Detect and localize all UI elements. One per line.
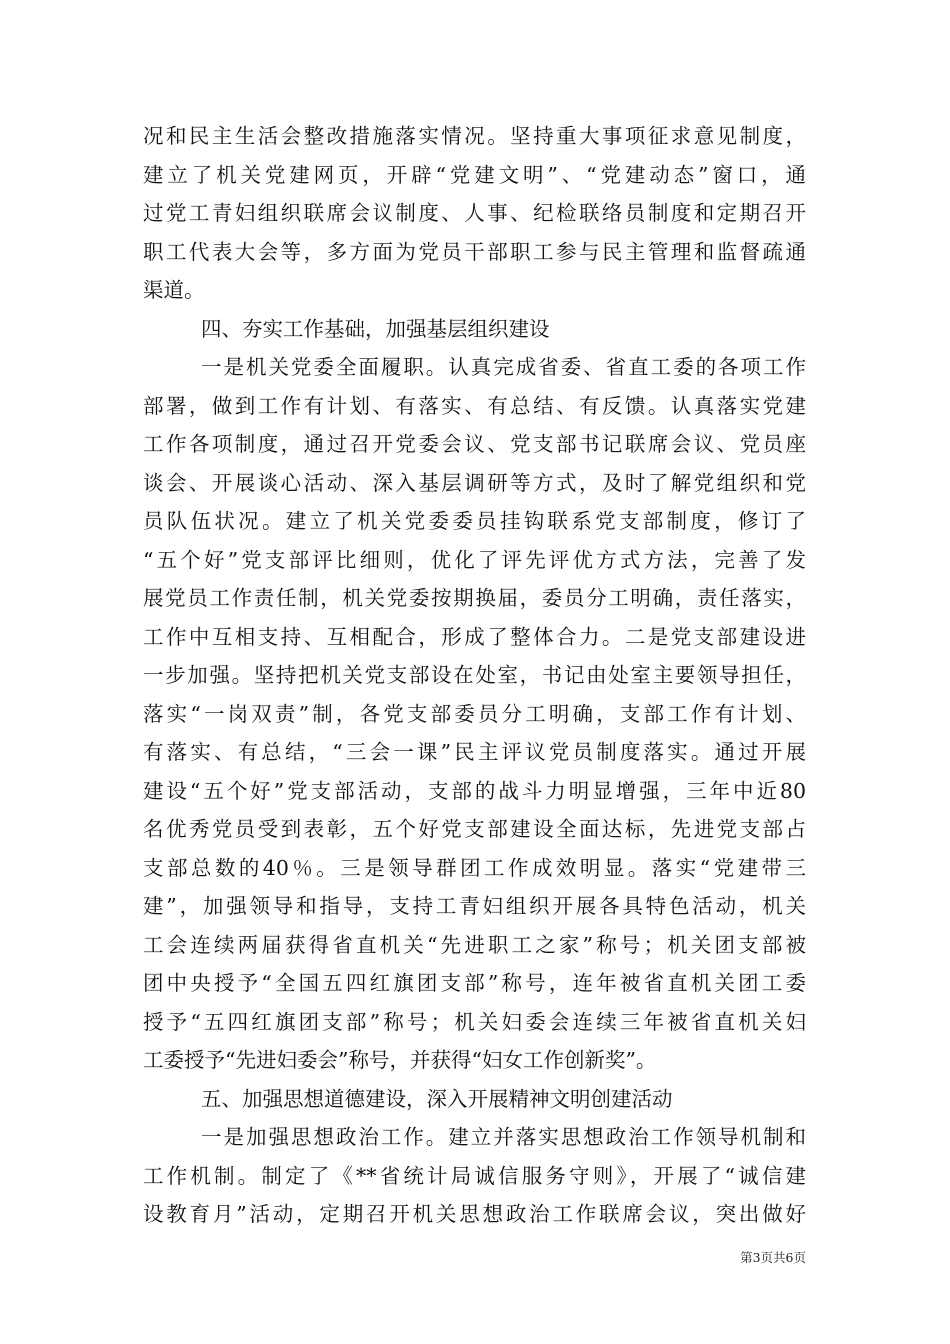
text-line-19: 名优秀党员受到表彰，五个好党支部建设全面达标，先进党支部占 <box>143 817 806 841</box>
text-line-5: 渠道。 <box>143 278 205 302</box>
text-line-17: 有落实、有总结，“三会一课”民主评议党员制度落实。通过开展 <box>143 740 806 764</box>
text-line-24: 授予“五四红旗团支部”称号；机关妇委会连续三年被省直机关妇 <box>143 1009 806 1034</box>
text-line-10: 谈会、开展谈心活动、深入基层调研等方式，及时了解党组织和党 <box>143 470 806 495</box>
text-line-12: “五个好”党支部评比细则，优化了评先评优方式方法，完善了发 <box>143 547 806 572</box>
text-line-16: 落实“一岗双责”制，各党支部委员分工明确，支部工作有计划、 <box>143 701 806 726</box>
text-line-25: 工委授予“先进妇委会”称号，并获得“妇女工作创新奖”。 <box>143 1048 657 1072</box>
document-body <box>143 117 806 1234</box>
text-line-9: 工作各项制度，通过召开党委会议、党支部书记联席会议、党员座 <box>143 432 806 456</box>
section-heading-4: 四、夯实工作基础，加强基层组织建设 <box>201 316 550 341</box>
text-line-8: 部署，做到工作有计划、有落实、有总结、有反馈。认真落实党建 <box>143 393 806 418</box>
text-line-20: 支部总数的40％。三是领导群团工作成效明显。落实“党建带三 <box>143 855 806 880</box>
text-line-2: 建立了机关党建网页，开辟“党建文明”、“党建动态”窗口，通 <box>143 162 806 187</box>
page-number-footer: 第3页共6页 <box>740 1250 806 1265</box>
text-line-13: 展党员工作责任制，机关党委按期换届，委员分工明确，责任落实， <box>143 586 806 610</box>
text-line-21: 建”，加强领导和指导，支持工青妇组织开展各具特色活动，机关 <box>143 894 806 918</box>
text-line-4: 职工代表大会等，多方面为党员干部职工参与民主管理和监督疏通 <box>143 239 806 264</box>
text-line-15: 一步加强。坚持把机关党支部设在处室，书记由处室主要领导担任， <box>143 663 806 687</box>
text-line-23: 团中央授予“全国五四红旗团支部”称号，连年被省直机关团工委 <box>143 971 806 995</box>
text-line-11: 员队伍状况。建立了机关党委委员挂钩联系党支部制度，修订了 <box>143 509 806 533</box>
text-line-14: 工作中互相支持、互相配合，形成了整体合力。二是党支部建设进 <box>143 624 806 649</box>
text-line-27: 一是加强思想政治工作。建立并落实思想政治工作领导机制和 <box>201 1125 806 1149</box>
text-line-7: 一是机关党委全面履职。认真完成省委、省直工委的各项工作 <box>201 355 806 379</box>
text-line-18: 建设“五个好”党支部活动，支部的战斗力明显增强，三年中近80 <box>143 778 806 803</box>
text-line-1: 况和民主生活会整改措施落实情况。坚持重大事项征求意见制度， <box>143 124 806 148</box>
section-heading-5: 五、加强思想道德建设，深入开展精神文明创建活动 <box>201 1086 673 1111</box>
text-line-28: 工作机制。制定了《**省统计局诚信服务守则》，开展了“诚信建 <box>143 1163 806 1188</box>
text-line-29: 设教育月”活动，定期召开机关思想政治工作联席会议，突出做好 <box>143 1202 806 1226</box>
text-line-3: 过党工青妇组织联席会议制度、人事、纪检联络员制度和定期召开 <box>143 201 806 225</box>
text-line-22: 工会连续两届获得省直机关“先进职工之家”称号；机关团支部被 <box>143 932 806 957</box>
